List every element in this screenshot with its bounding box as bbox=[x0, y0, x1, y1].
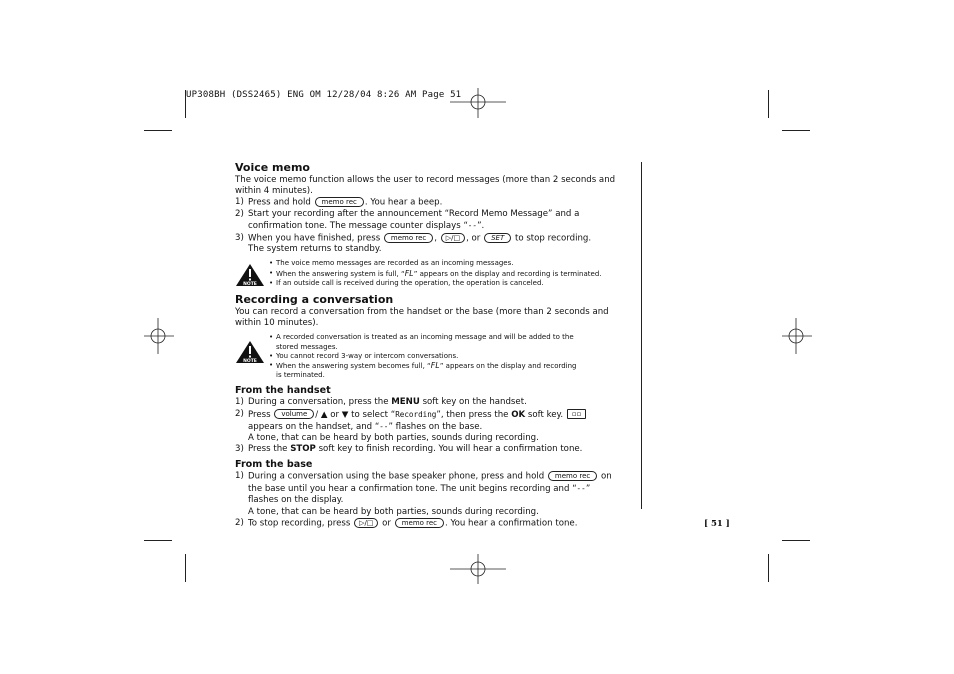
page-number: [ 51 ] bbox=[704, 519, 730, 529]
handset-step-2: 2) Press volume / ▲ or ▼ to select “Recording”, then press the OK soft key. ▫▫ appears on the handset, and “--” flashes on the base. A tone, that can be heard by both parties, sounds during recording. bbox=[235, 409, 630, 445]
column-divider bbox=[641, 162, 642, 509]
voice-memo-intro: The voice memo function allows the user to record messages (more than 2 seconds and within 4 minutes). bbox=[235, 175, 616, 197]
crop-mark-bl-v bbox=[185, 554, 186, 582]
print-slug: UP308BH (DSS2465) ENG OM 12/28/04 8:26 AM Page 51 bbox=[186, 90, 462, 100]
section-title-voice-memo: Voice memo bbox=[235, 161, 310, 174]
warning-note-icon bbox=[235, 263, 265, 287]
registration-mark-bottom-icon bbox=[450, 554, 506, 584]
voice-memo-step-3: 3) When you have finished, press memo rec , ▷/□ , or SET to stop recording. The system returns to standby. bbox=[235, 232, 592, 255]
handset-step-1: 1) During a conversation, press the MENU soft key on the handset. bbox=[235, 397, 527, 408]
note-label: NOTE bbox=[243, 282, 257, 288]
crop-mark-tl-h bbox=[144, 130, 172, 131]
voice-memo-step-1: 1) Press and hold memo rec . You hear a beep. bbox=[235, 197, 443, 208]
note-recording bbox=[235, 333, 630, 380]
voice-memo-step-2: 2) Start your recording after the announcement “Record Memo Message” and a confirmation tone. The message counter displays “--”. bbox=[235, 209, 580, 232]
note-bullet: • A recorded conversation is treated as an incoming message and will be added to the stored messages. bbox=[269, 333, 630, 351]
crop-mark-tl-v bbox=[185, 90, 186, 118]
recording-intro: You can record a conversation from the handset or the base (more than 2 seconds and within 10 minutes). bbox=[235, 307, 609, 329]
note-bullet: • When the answering system becomes full, “FL” appears on the display and recording is terminated. bbox=[269, 361, 630, 380]
handset-step-3: 3) Press the STOP soft key to finish recording. You will hear a confirmation tone. bbox=[235, 444, 583, 455]
registration-mark-left-icon bbox=[144, 318, 174, 354]
note-bullet: • The voice memo messages are recorded as an incoming messages. bbox=[269, 259, 630, 268]
base-step-1: 1) During a conversation using the base speaker phone, press and hold memo rec on the base until you hear a confirmation tone. The unit begins recording and “--” flashes on the display. A tone, that can be heard by both parties, sounds during recording. bbox=[235, 471, 612, 517]
memo-rec-key: memo rec bbox=[384, 233, 433, 243]
crop-mark-tr-h bbox=[782, 130, 810, 131]
base-step-2: 2) To stop recording, press ▷/□ or memo rec . You hear a confirmation tone. bbox=[235, 517, 578, 529]
note-voice-memo bbox=[235, 259, 630, 288]
registration-mark-right-icon bbox=[782, 318, 812, 354]
note-bullet: • When the answering system is full, “FL” appears on the display and recording is terminated. bbox=[269, 269, 630, 279]
crop-mark-br-h bbox=[782, 540, 810, 541]
play-stop-key: ▷/□ bbox=[441, 233, 465, 243]
set-key: SET bbox=[484, 233, 511, 243]
note-bullet: • You cannot record 3-way or intercom conversations. bbox=[269, 352, 630, 361]
subsection-title-handset: From the handset bbox=[235, 385, 331, 397]
page-content bbox=[235, 161, 630, 529]
memo-rec-key: memo rec bbox=[315, 197, 364, 207]
section-title-recording: Recording a conversation bbox=[235, 293, 394, 307]
registration-mark-top-icon bbox=[450, 88, 506, 118]
note-bullet: • If an outside call is received during the operation, the operation is canceled. bbox=[269, 279, 630, 288]
subsection-title-base: From the base bbox=[235, 459, 313, 471]
crop-mark-br-v bbox=[768, 554, 769, 582]
memo-rec-key: memo rec bbox=[548, 471, 597, 481]
play-stop-key: ▷/□ bbox=[354, 518, 378, 528]
crop-mark-tr-v bbox=[768, 90, 769, 118]
volume-key: volume bbox=[274, 409, 314, 419]
tape-icon: ▫▫ bbox=[567, 409, 587, 419]
memo-rec-key: memo rec bbox=[395, 518, 444, 528]
note-label: NOTE bbox=[243, 359, 257, 365]
crop-mark-bl-h bbox=[144, 540, 172, 541]
warning-note-icon bbox=[235, 340, 265, 364]
